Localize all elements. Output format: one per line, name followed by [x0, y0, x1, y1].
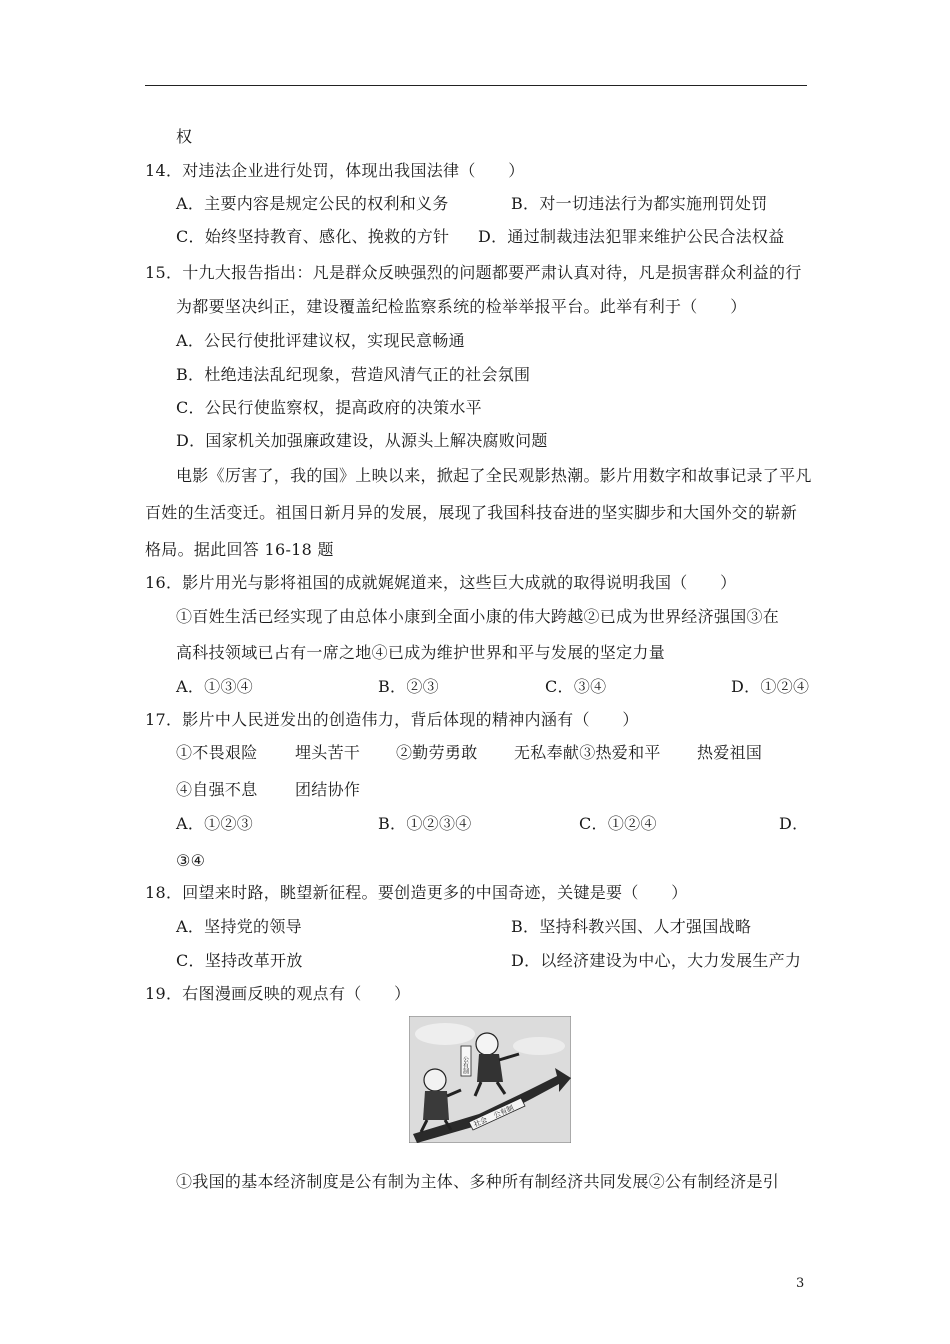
- q16-stem: 16．影片用光与影将祖国的成就娓娓道来，这些巨大成就的取得说明我国（ ）: [145, 573, 737, 592]
- q17-statement-1b: 埋头苦干: [295, 743, 361, 762]
- q17-option-a: A．①②③: [176, 814, 254, 833]
- figure-head-back: [424, 1069, 446, 1091]
- q17-stem: 17．影片中人民迸发出的创造伟力，背后体现的精神内涵有（ ）: [145, 710, 639, 729]
- q16-option-a: A．①③④: [176, 677, 254, 696]
- q16-statements-line1: ①百姓生活已经实现了由总体小康到全面小康的伟大跨越②已成为世界经济强国③在: [176, 607, 780, 626]
- q15-stem-line1: 15．十九大报告指出：凡是群众反映强烈的问题都要严肃认真对待，凡是损害群众利益的行: [145, 263, 802, 282]
- q19-statements-line1: ①我国的基本经济制度是公有制为主体、多种所有制经济共同发展②公有制经济是引: [176, 1172, 780, 1191]
- q16-option-c: C．③④: [545, 677, 607, 696]
- passage-line3: 格局。据此回答 16-18 题: [145, 540, 334, 559]
- q14-stem: 14．对违法企业进行处罚，体现出我国法律（ ）: [145, 161, 525, 180]
- q16-statements-line2: 高科技领域已占有一席之地④已成为维护世界和平与发展的坚定力量: [176, 643, 666, 662]
- q18-option-b: B．坚持科教兴国、人才强国战略: [511, 917, 752, 936]
- q14-option-b: B．对一切违法行为都实施刑罚处罚: [511, 194, 768, 213]
- road-sign-text-social: 社会: [472, 1115, 489, 1129]
- continued-text: 权: [176, 127, 193, 146]
- header-rule: [145, 85, 807, 86]
- q17-option-c: C．①②④: [579, 814, 657, 833]
- q16-option-d: D．①②④: [731, 677, 810, 696]
- q18-option-a: A．坚持党的领导: [176, 917, 302, 936]
- q17-statement-2a: ②勤劳勇敢: [396, 743, 478, 762]
- placard-text: 公有制: [461, 1056, 469, 1074]
- cloud-shape: [415, 1023, 475, 1045]
- page-number: 3: [796, 1276, 805, 1291]
- cartoon-illustration: [409, 1016, 571, 1143]
- q17-statement-2b: 无私奉献③热爱和平: [514, 743, 661, 762]
- q17-statement-1a: ①不畏艰险: [176, 743, 258, 762]
- q14-option-d: D．通过制裁违法犯罪来维护公民合法权益: [478, 227, 785, 246]
- q14-option-c: C．始终坚持教育、感化、挽救的方针: [176, 227, 450, 246]
- q15-option-c: C．公民行使监察权，提高政府的决策水平: [176, 398, 482, 417]
- q17-statement-3b: 热爱祖国: [697, 743, 763, 762]
- road-sign-text-public: 公有制: [492, 1103, 515, 1120]
- q17-option-d: D．: [779, 814, 809, 833]
- q15-stem-line2: 为都要坚决纠正，建设覆盖纪检监察系统的检举举报平台。此举有利于（ ）: [176, 297, 747, 316]
- q18-option-d: D．以经济建设为中心，大力发展生产力: [511, 951, 802, 970]
- q14-option-a: A．主要内容是规定公民的权利和义务: [176, 194, 449, 213]
- q17-statement-4b: 团结协作: [295, 780, 361, 799]
- figure-body-back: [423, 1091, 449, 1120]
- passage-line2: 百姓的生活变迁。祖国日新月异的发展，展现了我国科技奋进的坚实脚步和大国外交的崭新: [145, 503, 798, 522]
- cloud-shape: [513, 1037, 565, 1055]
- q19-stem: 19．右图漫画反映的观点有（ ）: [145, 984, 411, 1003]
- q18-stem: 18．回望来时路，眺望新征程。要创造更多的中国奇迹，关键是要（ ）: [145, 883, 688, 902]
- q15-option-b: B．杜绝违法乱纪现象，营造风清气正的社会氛围: [176, 365, 531, 384]
- figure-body-front: [477, 1054, 503, 1082]
- passage-line1: 电影《厉害了，我的国》上映以来，掀起了全民观影热潮。影片用数字和故事记录了平凡: [176, 466, 812, 485]
- q17-option-d-continued: ③④: [176, 851, 206, 870]
- q16-option-b: B．②③: [378, 677, 439, 696]
- q15-option-d: D．国家机关加强廉政建设，从源头上解决腐败问题: [176, 431, 548, 450]
- q18-option-c: C．坚持改革开放: [176, 951, 303, 970]
- figure-head-front: [476, 1033, 498, 1055]
- q15-option-a: A．公民行使批评建议权，实现民意畅通: [176, 331, 465, 350]
- q17-statement-4a: ④自强不息: [176, 780, 258, 799]
- q17-option-b: B．①②③④: [378, 814, 472, 833]
